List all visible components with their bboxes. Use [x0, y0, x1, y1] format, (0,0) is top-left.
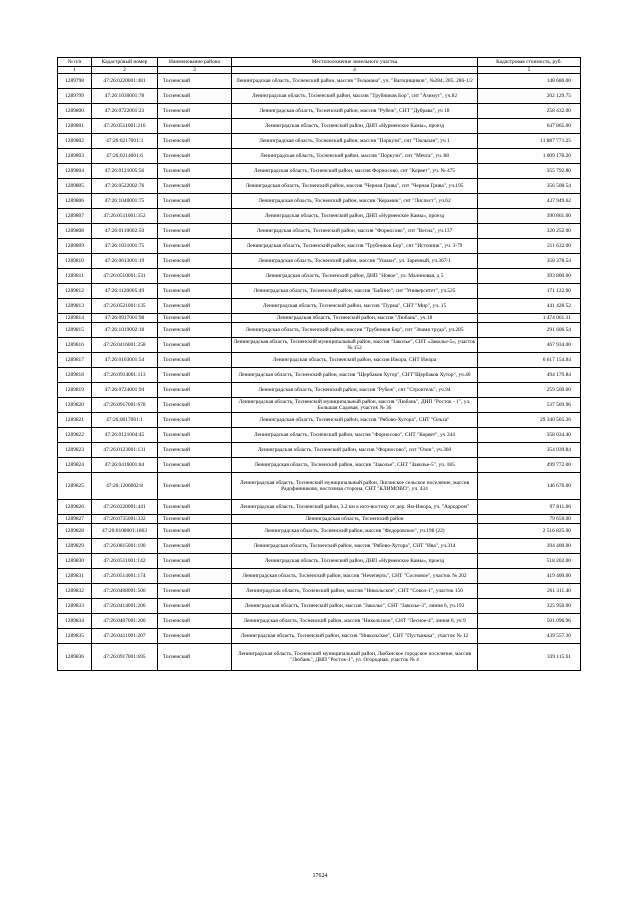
cadastral-number: 47:26:0817001:1 — [92, 413, 158, 428]
table-row — [58, 473, 581, 500]
cadastral-number: 47:26:0103001:54 — [92, 353, 158, 368]
cadastral-number: 47:26:0416001:84 — [92, 458, 158, 473]
header-cell-district: Наименование района — [158, 58, 232, 67]
table-row — [58, 74, 581, 89]
row-number: 1289810 — [58, 254, 92, 269]
cadastral-number: 47:26:1120005:49 — [92, 284, 158, 299]
location-text: Ленинградская область, Тосненский район, ДНП "Новое", ул. Малиновая, д 5 — [232, 269, 478, 284]
table-row — [58, 194, 581, 209]
table-row — [58, 644, 581, 671]
cadastral-value: 499 772.00 — [478, 458, 581, 473]
location-text: Ленинградская область, Тосненский район, массив "Трубников Бор", снт "Знамя труда", уч.285 — [232, 323, 478, 338]
cadastral-number: 47:26:0917001:98 — [92, 314, 158, 323]
row-number: 1289823 — [58, 443, 92, 458]
table-row — [58, 383, 581, 398]
table-row — [58, 554, 581, 569]
cadastral-number: 47:26:0914001:113 — [92, 368, 158, 383]
row-number: 1289825 — [58, 473, 92, 500]
table-row — [58, 599, 581, 614]
cadastral-number: 47:26:0522002:76 — [92, 179, 158, 194]
cadastral-value: 148 680.00 — [478, 74, 581, 89]
cadastral-value: 494 179.84 — [478, 368, 581, 383]
row-number: 1289808 — [58, 224, 92, 239]
cadastral-number: 47:26:0815001:190 — [92, 539, 158, 554]
cadastral-number: 47:26:0214001:6 — [92, 149, 158, 164]
cadastral-value: 146 676.00 — [478, 473, 581, 500]
location-text: Ленинградская область, Тосненский район, массив "Черная Грива", снт "Черная Грива", уч.195 — [232, 179, 478, 194]
cadastral-value: 29 340 505.36 — [478, 413, 581, 428]
cadastral-number: 47:26:1019002:18 — [92, 323, 158, 338]
header-cell-number: № п/п — [58, 58, 92, 67]
header-row — [58, 58, 581, 67]
location-text: Ленинградская область, Тосненский район, массив "Любань", уч.18 — [232, 314, 478, 323]
cadastral-value: 355 792.80 — [478, 164, 581, 179]
table-row — [58, 398, 581, 413]
cadastral-value: 390 861.00 — [478, 209, 581, 224]
cadastral-value: 358 034.40 — [478, 428, 581, 443]
table-row — [58, 134, 581, 149]
location-text: Ленинградская область, Тосненский район, массив "Трубников Бор", снт "Источник", уч. 3-79 — [232, 239, 478, 254]
location-text: Ленинградская область, Тосненский район, массив "Ушаки", ул. Заречный, уч.367/1 — [232, 254, 478, 269]
table-row — [58, 458, 581, 473]
cadastral-value: 339 115.61 — [478, 644, 581, 671]
district-name: Тосненский — [158, 554, 232, 569]
row-number: 1289819 — [58, 383, 92, 398]
row-number: 1289814 — [58, 314, 92, 323]
district-name: Тосненский — [158, 629, 232, 644]
cadastral-value: 259 500.00 — [478, 383, 581, 398]
location-text: Ленинградская область, Тосненский район, массив "Пурма", СНТ "Мир", уч. 15 — [232, 299, 478, 314]
cadastral-number: 47:26:0416001:258 — [92, 338, 158, 353]
document-sheet — [57, 57, 580, 671]
cadastral-number: 47:26:0521001:135 — [92, 299, 158, 314]
row-number: 1289830 — [58, 554, 92, 569]
table-row — [58, 629, 581, 644]
district-name: Тосненский — [158, 179, 232, 194]
row-number: 1289820 — [58, 398, 92, 413]
district-name: Тосненский — [158, 149, 232, 164]
cadastral-number: 47:26:0511001:142 — [92, 554, 158, 569]
cadastral-number: 47:26:0613001:19 — [92, 254, 158, 269]
location-text: Ленинградская область, Тосненский район, 3.2 км к юго-востоку от дер. Ям-Ижора, уч. "Аэродром" — [232, 500, 478, 515]
district-name: Тосненский — [158, 584, 232, 599]
table-row — [58, 149, 581, 164]
cadastral-value: 437 949.62 — [478, 194, 581, 209]
cadastral-number: 47:26:1031001:75 — [92, 239, 158, 254]
district-name: Тосненский — [158, 368, 232, 383]
cadastral-number: 47:26:0724001:94 — [92, 383, 158, 398]
table-row — [58, 164, 581, 179]
row-number: 1289829 — [58, 539, 92, 554]
table-row — [58, 584, 581, 599]
district-name: Тосненский — [158, 314, 232, 323]
location-text: Ленинградская область, Тосненский район, массив "Трубников Бор", снт "Азимут", уч.82 — [232, 89, 478, 104]
district-name: Тосненский — [158, 353, 232, 368]
cadastral-value: 394 400.00 — [478, 539, 581, 554]
location-text: Ленинградская область, Тосненский муниципальный район, Лисинское сельское поселение, массив Радофинниково, восточная сторона, СНТ "КЛИМОВО", уч. 434 — [232, 473, 478, 500]
cadastral-number: 47:26:0121005:56 — [92, 164, 158, 179]
row-number: 1289799 — [58, 89, 92, 104]
table-row — [58, 368, 581, 383]
district-name: Тосненский — [158, 269, 232, 284]
row-number: 1289836 — [58, 644, 92, 671]
table-row — [58, 515, 581, 524]
district-name: Тосненский — [158, 323, 232, 338]
header-cell-cadastral: Кадастровый номер — [92, 58, 158, 67]
cadastral-value: 518 202.00 — [478, 554, 581, 569]
location-text: Ленинградская область, Тосненский район, массив "Бабино", снт "Университет", уч.525 — [232, 284, 478, 299]
header-cell-location: Местоположение земельного участка — [232, 58, 478, 67]
row-number: 1289824 — [58, 458, 92, 473]
district-name: Тосненский — [158, 473, 232, 500]
district-name: Тосненский — [158, 614, 232, 629]
row-number: 1289802 — [58, 134, 92, 149]
location-text: Ленинградская область, Тосненский район, массив "Поркузи", снт "Тюльпан", уч 1 — [232, 134, 478, 149]
location-text: Ленинградская область, Тосненский район, массив "Рубеж", снт "Строитель", уч.94 — [232, 383, 478, 398]
table-row — [58, 209, 581, 224]
table-row — [58, 284, 581, 299]
district-name: Тосненский — [158, 599, 232, 614]
district-name: Тосненский — [158, 239, 232, 254]
location-text: Ленинградская область, Тосненский район, массив "Никольское", СНТ "Сокол-1", участок 150 — [232, 584, 478, 599]
row-number: 1289832 — [58, 584, 92, 599]
row-number: 1289831 — [58, 569, 92, 584]
row-number: 1289812 — [58, 284, 92, 299]
table-row — [58, 524, 581, 539]
table-row — [58, 443, 581, 458]
cadastral-number: 47:26:0411001:207 — [92, 629, 158, 644]
cadastral-number: 47:26:1030001:78 — [92, 89, 158, 104]
table-row — [58, 413, 581, 428]
cadastral-value: 439 557.30 — [478, 629, 581, 644]
row-number: 1289821 — [58, 413, 92, 428]
cadastral-value: 202 129.75 — [478, 89, 581, 104]
location-text: Ленинградская область, Тосненский район, массив "Никольское", СНТ "Пустынька", участок № 12 — [232, 629, 478, 644]
cadastral-number: 47:26:0917001:678 — [92, 398, 158, 413]
district-name: Тосненский — [158, 644, 232, 671]
row-number: 1289827 — [58, 515, 92, 524]
district-name: Тосненский — [158, 458, 232, 473]
table-row — [58, 428, 581, 443]
district-name: Тосненский — [158, 569, 232, 584]
table-row — [58, 224, 581, 239]
cadastral-number: 47:26:0121004:45 — [92, 428, 158, 443]
district-name: Тосненский — [158, 524, 232, 539]
cadastral-value: 647 865.00 — [478, 119, 581, 134]
location-text: Ленинградская область, Тосненский район, массив "Керамик", снт "Лиспест", уч.62 — [232, 194, 478, 209]
row-number: 1289815 — [58, 323, 92, 338]
cadastral-number: 47:26:0511001:352 — [92, 209, 158, 224]
table-row — [58, 104, 581, 119]
district-name: Тосненский — [158, 224, 232, 239]
location-text: Ленинградская область, Тосненский район, массив "Щербаков Хутор", СНТ"Щербаков Хутор", уч.46 — [232, 368, 478, 383]
cadastral-table — [57, 57, 581, 671]
cadastral-value: 320 252.00 — [478, 224, 581, 239]
row-number: 1289804 — [58, 164, 92, 179]
cadastral-number: 47:26:0408001:506 — [92, 584, 158, 599]
cadastral-number: 47:26:0220001:441 — [92, 500, 158, 515]
district-name: Тосненский — [158, 299, 232, 314]
district-name: Тосненский — [158, 515, 232, 524]
cadastral-number: 47:26:0414001:206 — [92, 599, 158, 614]
row-number: 1289811 — [58, 269, 92, 284]
table-row — [58, 614, 581, 629]
table-row — [58, 500, 581, 515]
district-name: Тосненский — [158, 383, 232, 398]
table-row — [58, 539, 581, 554]
row-number: 1289834 — [58, 614, 92, 629]
cadastral-value: 358 378.54 — [478, 254, 581, 269]
row-number: 1289826 — [58, 500, 92, 515]
row-number: 1289805 — [58, 179, 92, 194]
location-text: Ленинградская область, Тосненский район, массив "Федоровское", уч.198 (22) — [232, 524, 478, 539]
cadastral-number: 47:26:0722001:23 — [92, 104, 158, 119]
cadastral-value: 11 887 771.25 — [478, 134, 581, 149]
table-row — [58, 323, 581, 338]
location-text: Ленинградская область, Тосненский район, ДНП «Нурменское Камы», проезд — [232, 554, 478, 569]
district-name: Тосненский — [158, 338, 232, 353]
location-text: Ленинградская область, Тосненский район — [232, 515, 478, 524]
cadastral-number: 47:26:0407001:200 — [92, 614, 158, 629]
district-name: Тосненский — [158, 443, 232, 458]
table-row — [58, 353, 581, 368]
location-text: Ленинградская область, Тосненский район, ДНП «Нурменское Камы», проезд — [232, 209, 478, 224]
cadastral-number: 47:26:0735001:332 — [92, 515, 158, 524]
district-name: Тосненский — [158, 413, 232, 428]
district-name: Тосненский — [158, 398, 232, 413]
column-number-row — [58, 67, 581, 74]
cadastral-value: 325 950.00 — [478, 599, 581, 614]
cadastral-value: 211 632.00 — [478, 239, 581, 254]
cadastral-value: 258 432.00 — [478, 104, 581, 119]
row-number: 1289807 — [58, 209, 92, 224]
cadastral-value: 6 617 154.84 — [478, 353, 581, 368]
cadastral-number: 47:26:0220001:481 — [92, 74, 158, 89]
row-number: 1289828 — [58, 524, 92, 539]
table-row — [58, 338, 581, 353]
cadastral-number: 47:26:0123001:131 — [92, 443, 158, 458]
table-row — [58, 239, 581, 254]
district-name: Тосненский — [158, 119, 232, 134]
location-text: Ленинградская область, Тосненский район, массив "Поркузи", снт "Мечта", уч. 88 — [232, 149, 478, 164]
cadastral-value: 1 474 061.31 — [478, 314, 581, 323]
cadastral-number: 47:26:0110002:50 — [92, 224, 158, 239]
district-name: Тосненский — [158, 284, 232, 299]
row-number: 1289806 — [58, 194, 92, 209]
district-name: Тосненский — [158, 539, 232, 554]
cadastral-value: 393 800.00 — [478, 269, 581, 284]
location-text: Ленинградская область, Тосненский муниципальный район, массив "Любань", ДНП "Росток - 1", ул. Большая Садовая, участок № 36 — [232, 398, 478, 413]
district-name: Тосненский — [158, 89, 232, 104]
district-name: Тосненский — [158, 500, 232, 515]
table-row — [58, 299, 581, 314]
cadastral-value: 467 934.00 — [478, 338, 581, 353]
row-number: 1289800 — [58, 104, 92, 119]
cadastral-number: 47:26:0511001:216 — [92, 119, 158, 134]
cadastral-value: 79 650.00 — [478, 515, 581, 524]
cadastral-value: 441 428.52 — [478, 299, 581, 314]
district-name: Тосненский — [158, 254, 232, 269]
cadastral-value: 419 400.00 — [478, 569, 581, 584]
location-text: Ленинградская область, Тосненский район, массив Ижора, СНТ Ижора — [232, 353, 478, 368]
cadastral-number: 47:26:0108001:1863 — [92, 524, 158, 539]
cadastral-value: 291 606.54 — [478, 323, 581, 338]
table-row — [58, 269, 581, 284]
location-text: Ленинградская область, Тосненский район, массив "Форносово", снт "Весна", уч.137 — [232, 224, 478, 239]
table-row — [58, 119, 581, 134]
location-text: Ленинградская область, Тосненский муниципальный район, Любанское городское поселение, массив "Любань", ДНП "Росток-1", ул. Огородная, участок № 4 — [232, 644, 478, 671]
row-number: 1289803 — [58, 149, 92, 164]
row-number: 1289798 — [58, 74, 92, 89]
table-row — [58, 254, 581, 269]
column-number: 4 — [232, 67, 478, 74]
header-cell-value: Кадастровая стоимость, руб. — [478, 58, 581, 67]
location-text: Ленинградская область, Тосненский район, массив "Рубеж", СНТ "Дубрава", уч 18 — [232, 104, 478, 119]
column-number: 5 — [478, 67, 581, 74]
table-row — [58, 179, 581, 194]
cadastral-value: 356 508.54 — [478, 179, 581, 194]
row-number: 1289813 — [58, 299, 92, 314]
row-number: 1289818 — [58, 368, 92, 383]
cadastral-number: 47:26:1040001:75 — [92, 194, 158, 209]
table-row — [58, 569, 581, 584]
cadastral-number: 47:26:0510001:531 — [92, 269, 158, 284]
location-text: Ленинградская область, Тосненский район, массив "Тельмана", уч. "Вагоцнщиков", №284, 285, 286-1/2 — [232, 74, 478, 89]
cadastral-value: 261 311.40 — [478, 584, 581, 599]
district-name: Тосненский — [158, 74, 232, 89]
district-name: Тосненский — [158, 134, 232, 149]
cadastral-value: 2 516 825.00 — [478, 524, 581, 539]
location-text: Ленинградская область, Тосненский район, массив "Форносово", СНТ "Корвет", уч 344 — [232, 428, 478, 443]
district-name: Тосненский — [158, 428, 232, 443]
row-number: 1289835 — [58, 629, 92, 644]
location-text: Ленинградская область, Тосненский район, массив "Рябово-Хутора", СНТ "Ольха" — [232, 413, 478, 428]
table-row — [58, 89, 581, 104]
row-number: 1289817 — [58, 353, 92, 368]
cadastral-value: 171 122.00 — [478, 284, 581, 299]
location-text: Ленинградская область, Тосненский район, массив "Рябово-Хутора", СНТ "Ива", уч.314 — [232, 539, 478, 554]
location-text: Ленинградская область, Тосненский район, массив "Форносово", снт "Озон", уч.360 — [232, 443, 478, 458]
location-text: Ленинградская область, Тосненский район, массив "Никольское", СНТ "Лесное-4", линия 6, уч 9 — [232, 614, 478, 629]
cadastral-number: 47:26:0917001:695 — [92, 644, 158, 671]
location-text: Ленинградская область, Тосненский район, массив "Заколье", СНТ "Заколье-5", уч. 185 — [232, 458, 478, 473]
cadastral-number: 47:26:1206002:8 — [92, 473, 158, 500]
row-number: 1289809 — [58, 239, 92, 254]
row-number: 1289816 — [58, 338, 92, 353]
cadastral-number: 47:26:0217001:3 — [92, 134, 158, 149]
cadastral-value: 97 811.06 — [478, 500, 581, 515]
location-text: Ленинградская область, Тосненский муниципальный район, массив "Заколье", СНТ «Заколье-5», участок № 152 — [232, 338, 478, 353]
column-number: 2 — [92, 67, 158, 74]
location-text: Ленинградская область, Тосненский район, массив "Нечеперть", СНТ "Сосновое", участок № 202 — [232, 569, 478, 584]
location-text: Ленинградская область, Тосненский район, массив Форносово, снт "Корвет", уч. № 475 — [232, 164, 478, 179]
cadastral-value: 1 009 178.20 — [478, 149, 581, 164]
cadastral-number: 47:26:0514001:174 — [92, 569, 158, 584]
page-number: 17624 — [312, 873, 328, 879]
row-number: 1289833 — [58, 599, 92, 614]
district-name: Тосненский — [158, 194, 232, 209]
district-name: Тосненский — [158, 104, 232, 119]
district-name: Тосненский — [158, 164, 232, 179]
cadastral-value: 501 096.96 — [478, 614, 581, 629]
column-number: 1 — [58, 67, 92, 74]
cadastral-value: 354 039.84 — [478, 443, 581, 458]
table-row — [58, 314, 581, 323]
column-number: 3 — [158, 67, 232, 74]
cadastral-value: 537 569.96 — [478, 398, 581, 413]
row-number: 1289801 — [58, 119, 92, 134]
district-name: Тосненский — [158, 209, 232, 224]
row-number: 1289822 — [58, 428, 92, 443]
location-text: Ленинградская область, Тосненский район, массив "Заколье", СНТ "Заколье-3", линия 6, уч.193 — [232, 599, 478, 614]
location-text: Ленинградская область, Тосненский район, ДНП «Нурменское Камы», проезд — [232, 119, 478, 134]
